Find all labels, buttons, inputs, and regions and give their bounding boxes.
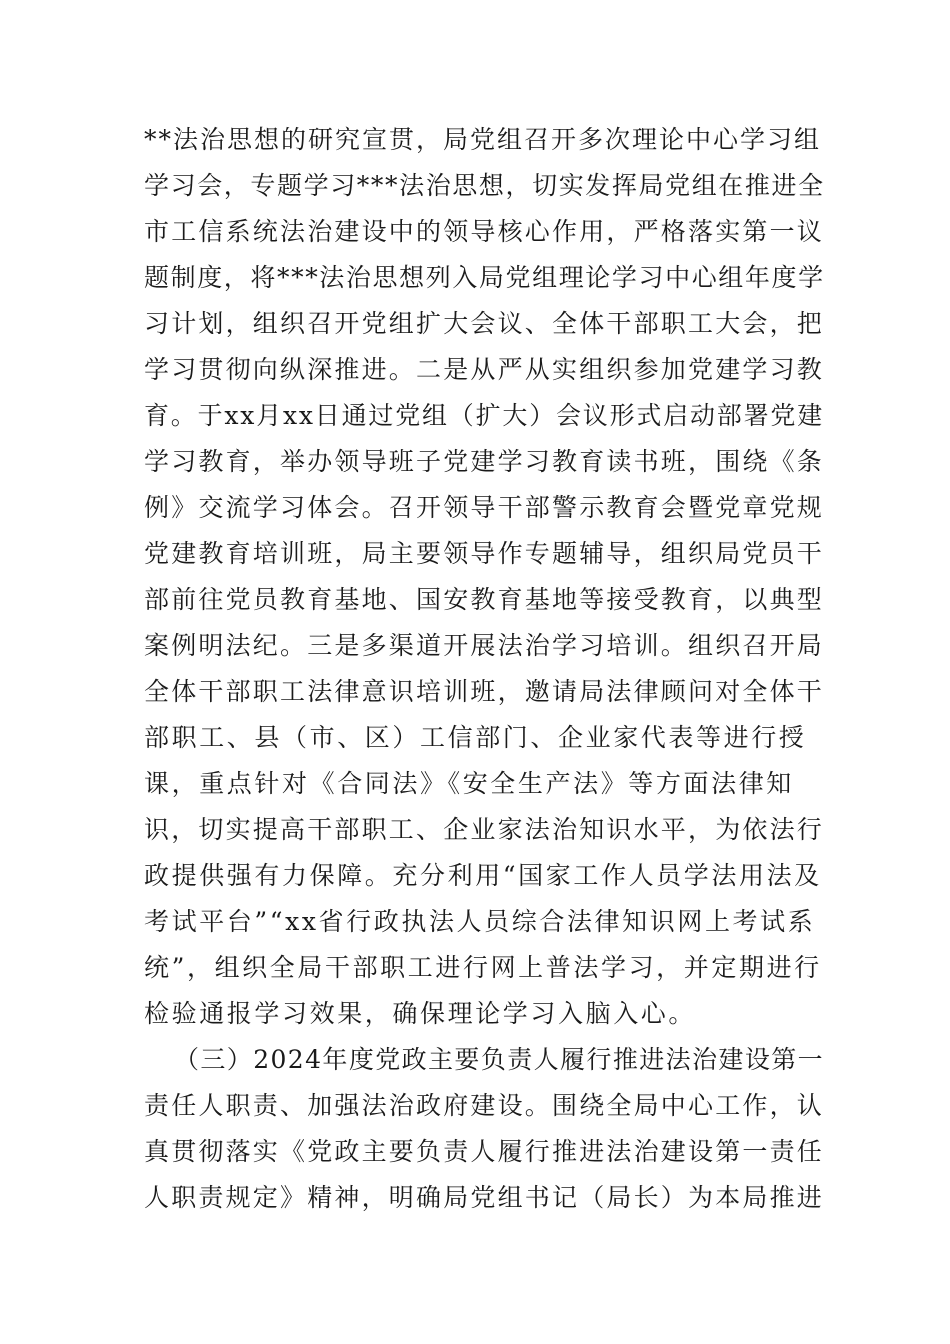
text-line: 例》交流学习体会。召开领导干部警示教育会暨党章党规 [144, 493, 825, 522]
text-line: 育。于xx月xx日通过党组（扩大）会议形式启动部署党建 [144, 401, 824, 430]
text-line: 题制度，将***法治思想列入局党组理论学习中心组年度学 [144, 263, 825, 292]
text-line: 学习贯彻向纵深推进。二是从严从实组织参加党建学习教 [144, 355, 825, 384]
text-line: 政提供强有力保障。充分利用“国家工作人员学法用法及 [144, 861, 822, 890]
text-line: **法治思想的研究宣贯，局党组召开多次理论中心学习组 [144, 125, 822, 154]
text-line: 责任人职责、加强法治政府建设。围绕全局中心工作，认 [144, 1091, 825, 1120]
text-line: 部前往党员教育基地、国安教育基地等接受教育，以典型 [144, 585, 825, 614]
text-line: 习计划，组织召开党组扩大会议、全体干部职工大会，把 [144, 309, 825, 338]
text-line: 全体干部职工法律意识培训班，邀请局法律顾问对全体干 [144, 677, 825, 706]
text-line: 人职责规定》精神，明确局党组书记（局长）为本局推进 [144, 1183, 825, 1212]
text-line: 检验通报学习效果，确保理论学习入脑入心。 [144, 999, 697, 1028]
text-line: 市工信系统法治建设中的领导核心作用，严格落实第一议 [144, 217, 825, 246]
text-line: 学习会，专题学习***法治思想，切实发挥局党组在推进全 [144, 171, 825, 200]
text-line: 考试平台”“xx省行政执法人员综合法律知识网上考试系 [144, 907, 816, 936]
text-line: 党建教育培训班，局主要领导作专题辅导，组织局党员干 [144, 539, 825, 568]
text-line: 案例明法纪。三是多渠道开展法治学习培训。组织召开局 [144, 631, 825, 660]
text-line: 识，切实提高干部职工、企业家法治知识水平，为依法行 [144, 815, 825, 844]
text-line: 部职工、县（市、区）工信部门、企业家代表等进行授 [144, 723, 807, 752]
text-line: 课，重点针对《合同法》《安全生产法》等方面法律知 [144, 769, 794, 798]
section-heading-line: （三）2024年度党政主要负责人履行推进法治建设第一 [174, 1045, 825, 1074]
text-line: 真贯彻落实《党政主要负责人履行推进法治建设第一责任 [144, 1137, 825, 1166]
text-line: 学习教育，举办领导班子党建学习教育读书班，围绕《条 [144, 447, 825, 476]
text-line: 统”，组织全局干部职工进行网上普法学习，并定期进行 [144, 953, 822, 982]
